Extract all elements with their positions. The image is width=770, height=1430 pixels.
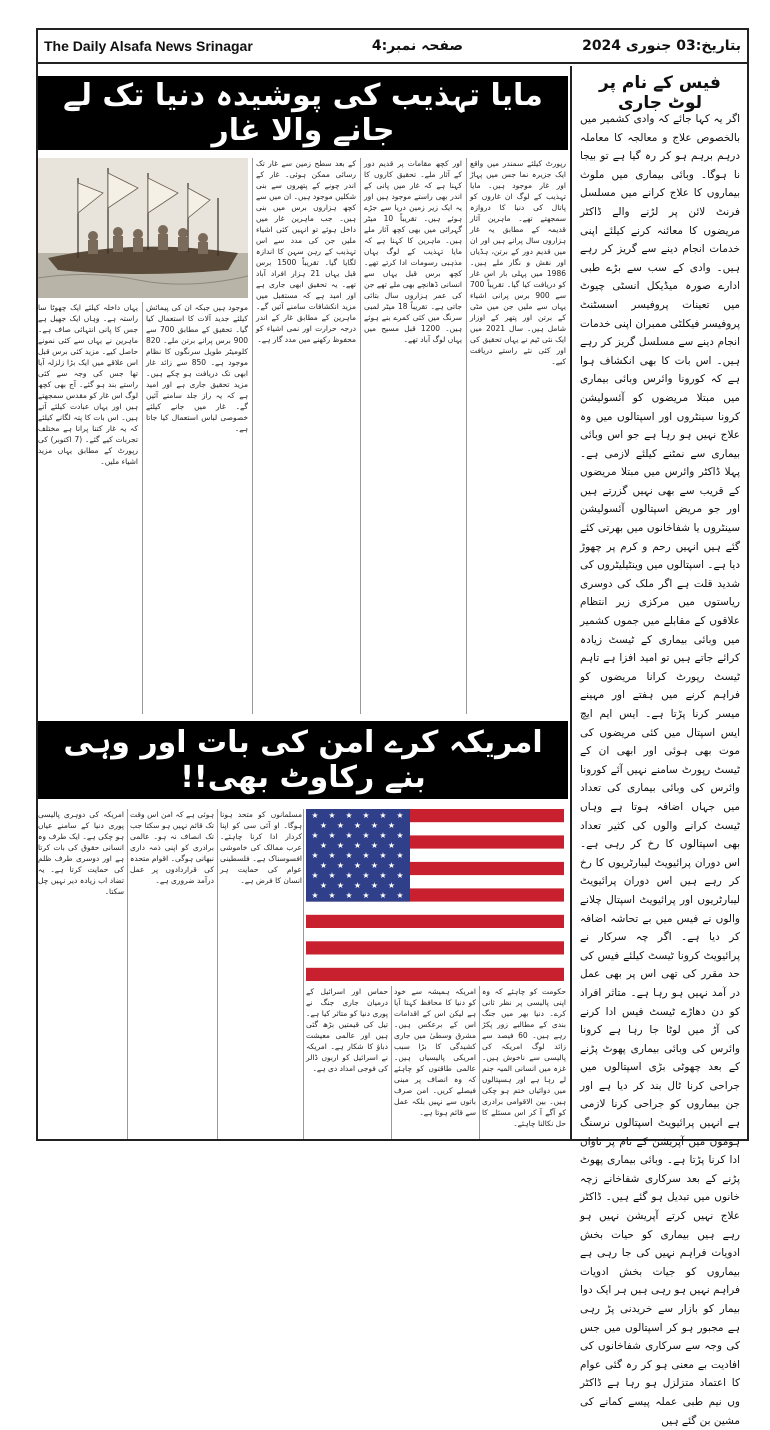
- paper-name: The Daily Alsafa News Srinagar: [44, 38, 253, 54]
- flag-star: ★: [370, 841, 379, 850]
- flag-star: ★: [319, 881, 328, 890]
- flag-star: ★: [379, 871, 387, 880]
- flag-star: ★: [370, 881, 379, 890]
- issue-date: بتاریخ:03 جنوری 2024: [582, 38, 741, 54]
- flag-star: ★: [345, 851, 353, 860]
- flag-star: ★: [311, 891, 319, 900]
- sidebar-column: [570, 66, 747, 1427]
- bottom-article-col-7: امریکہ کی دوہری پالیسی پوری دنیا کے سامنے عیاں ہو چکی ہے۔ ایک طرف وہ انسانی حقوق کی بات کرتا ہے اور دوسری طرف ظلم کی حمایت کرتا ہے۔ یہ تضاد اب زیادہ دیر نہیں چل سکتا۔: [38, 810, 124, 896]
- flag-star: ★: [379, 851, 387, 860]
- flag-star: ★: [396, 851, 404, 860]
- sidebar-title: فیس کے نام پر لوٹ جاری: [599, 73, 721, 113]
- flag-star: ★: [328, 871, 336, 880]
- flag-star: ★: [311, 811, 319, 820]
- bottom-article-col-6: ہوئی ہے کہ امن اس وقت تک قائم نہیں ہو سکتا جب تک انصاف نہ ہو۔ عالمی برادری کو اپنی ذمہ داری نبھانی ہوگی۔ اقوام متحدہ کی قراردادوں پر عمل درآمد ضروری ہے۔: [130, 810, 214, 885]
- bottom-article-col-5: مسلمانوں کو متحد ہونا ہوگا۔ او آئی سی کو اپنا کردار ادا کرنا چاہئے۔ عرب ممالک کی خاموشی افسوسناک ہے۔ فلسطینی عوام کی حمایت ہر انسان کا فرض ہے۔: [220, 810, 302, 885]
- flag-star: ★: [345, 871, 353, 880]
- flag-star: ★: [362, 891, 370, 900]
- top-article-col-2: اور کچھ مقامات پر قدیم دور کے آثار ملے۔ تحقیق کاروں کا کہنا ہے کہ غار میں پانی کے اندر بھی راستے موجود ہیں اور یہ ایک زیر زمین دریا سے جڑے ہوئے ہیں۔ تقریباً 10 میٹر گہرائی میں بھی کچھ آثار ملے ہیں۔ ماہرین کا کہنا ہے کہ مایا تہذیب کے لوگ یہاں مذہبی رسومات ادا کرتے تھے۔ کچھ برس قبل یہاں سے انسانی ڈھانچے بھی ملے تھے جن کی عمر ہزاروں سال بتائی جاتی ہے۔ تقریباً 18 میٹر لمبی سرنگ میں کئی کمرے بنے ہوئے ہیں۔ 1200 قبل مسیح میں یہاں لوگ آباد تھے۔: [364, 159, 462, 344]
- top-article-col-1: رپورٹ کیلئے سمندر میں واقع ایک جزیرہ نما جس میں پہاڑ اور غار موجود ہیں۔ مایا تہذیب کے لوگ ان غاروں کو پاتال کی دنیا کا دروازہ سمجھتے تھے۔ ماہرین آثار قدیمہ کے مطابق یہ غار ہزاروں سال پرانے ہیں اور ان میں قدیم دور کے برتن، ہڈیاں اور نقش و نگار ملے ہیں۔ 1986 میں پہلی بار اس غار کو دریافت کیا گیا۔ تقریباً 700 سے 900 برس پرانی اشیاء یہاں سے ملیں جن میں مٹی کے برتن اور پتھر کے اوزار شامل ہیں۔ سال 2021 میں ایک نئی ٹیم نے یہاں تحقیق کی اور کئی نئے راستے دریافت کیے۔: [470, 159, 567, 366]
- flag-star: ★: [387, 841, 396, 850]
- flag-star: ★: [319, 821, 328, 830]
- newspaper-page: [36, 28, 749, 1427]
- flag-star: ★: [328, 891, 336, 900]
- flag-star: ★: [353, 881, 362, 890]
- flag-star: ★: [387, 861, 396, 870]
- flag-star: ★: [396, 891, 404, 900]
- top-headline: مایا تہذیب کی پوشیدہ دنیا تک لے جانے والا غار: [38, 76, 568, 150]
- bottom-headline: امریکہ کرے امن کی بات اور وہی بنے رکاوٹ بھی!!: [38, 721, 568, 799]
- flag-star: ★: [353, 821, 362, 830]
- flag-star: ★: [336, 821, 345, 830]
- flag-star: ★: [336, 841, 345, 850]
- flag-star: ★: [311, 851, 319, 860]
- flag-star: ★: [311, 871, 319, 880]
- flag-star: ★: [370, 821, 379, 830]
- flag-star: ★: [362, 851, 370, 860]
- flag-star: ★: [379, 811, 387, 820]
- flag-star: ★: [396, 871, 404, 880]
- flag-star: ★: [345, 891, 353, 900]
- ship-illustration: [38, 158, 248, 298]
- flag-star: ★: [370, 861, 379, 870]
- flag-star: ★: [362, 831, 370, 840]
- flag-star: ★: [396, 831, 404, 840]
- flag-star: ★: [328, 811, 336, 820]
- flag-star: ★: [387, 881, 396, 890]
- flag-star: ★: [319, 841, 328, 850]
- flag-star: ★: [328, 851, 336, 860]
- page-header: [38, 30, 747, 64]
- flag-star: ★: [362, 811, 370, 820]
- bottom-article-col-2: حکومت کو چاہئے کہ وہ اپنی پالیسی پر نظر ثانی کرے۔ دنیا بھر میں جنگ بندی کے مطالبے زور پکڑ رہے ہیں۔ 60 فیصد سے زائد لوگ امریکہ کی پالیسی سے ناخوش ہیں۔ غزہ میں انسانی المیہ جنم لے رہا ہے اور ہسپتالوں میں دوائیاں ختم ہو چکی ہیں۔ بین الاقوامی برادری کو آگے آ کر اس مسئلے کا حل نکالنا چاہئے۔: [482, 987, 566, 1128]
- bottom-article-col-4: حماس اور اسرائیل کے درمیان جاری جنگ نے پوری دنیا کو متاثر کیا ہے۔ تیل کی قیمتیں بڑھ گئی ہیں اور عالمی معیشت دباؤ کا شکار ہے۔ امریکہ نے اسرائیل کو اربوں ڈالر کی فوجی امداد دی ہے۔: [306, 987, 388, 1073]
- flag-star: ★: [396, 811, 404, 820]
- flag-star: ★: [336, 861, 345, 870]
- us-flag-image: [306, 809, 564, 981]
- flag-star: ★: [379, 831, 387, 840]
- page-number: صفحہ نمبر:4: [371, 38, 464, 54]
- flag-star: ★: [353, 841, 362, 850]
- top-article-col-5: یہاں داخلہ کیلئے ایک چھوٹا سا راستہ ہے۔ وہاں ایک جھیل ہے جس کا پانی انتہائی صاف ہے۔ ماہرین نے یہاں سے کئی نمونے حاصل کیے۔ مزید کئی برس قبل اس علاقے میں ایک بڑا زلزلہ آیا تھا جس کی وجہ سے کئی راستے بند ہو گئے۔ آج بھی کچھ لوگ اس غار کو مقدس سمجھتے ہیں اور یہاں عبادت کیلئے آتے ہیں۔ اس بات کا پتہ لگانے کیلئے کہ یہ غار کتنا پرانا ہے مختلف تجربات کیے گئے۔ (7 اکتوبر) کی رپورٹ کے مطابق یہاں مزید اشیاء ملیں۔: [38, 303, 138, 466]
- flag-star: ★: [311, 831, 319, 840]
- flag-star: ★: [328, 831, 336, 840]
- top-article-col-4: موجود ہیں جبکہ ان کی پیمائش کیلئے جدید آلات کا استعمال کیا گیا۔ تحقیق کے مطابق 700 سے 900 برس پرانے برتن ملے۔ 820 کلومیٹر طویل سرنگوں کا نظام موجود ہے۔ 850 سے زائد غار ابھی تک دریافت ہو چکے ہیں۔ مزید تحقیق جاری ہے اور امید ہے کہ یہ راز جلد سامنے آئیں گے۔ غار میں جانے کیلئے خصوصی لباس استعمال کیا جاتا ہے۔: [146, 303, 249, 433]
- bottom-article-col-3: امریکہ ہمیشہ سے خود کو دنیا کا محافظ کہتا آیا ہے لیکن اس کے اقدامات اس کے برعکس ہیں۔ مشرق وسطیٰ میں جاری کشیدگی کا بڑا سبب امریکی پالیسیاں ہیں۔ عالمی طاقتوں کو چاہئے کہ وہ انصاف پر مبنی فیصلے کریں۔ امن صرف باتوں سے نہیں بلکہ عمل سے قائم ہوتا ہے۔: [394, 987, 476, 1117]
- flag-star: ★: [319, 861, 328, 870]
- flag-star: ★: [336, 881, 345, 890]
- flag-star: ★: [345, 831, 353, 840]
- main-area: [38, 66, 568, 1141]
- flag-star: ★: [353, 861, 362, 870]
- sidebar-body: اگر یہ کہا جائے کہ وادی کشمیر میں بالخصوص علاج و معالجہ کا معاملہ درہم برہم ہو کر رہ گیا ہے تو بیجا نا ہوگا۔ وبائی بیماری میں ملوث بیماروں کا علاج کرانے میں مسلسل فرنٹ لائن پر لڑنے والے ڈاکٹر مریضوں کا معائنہ کرنے کیلئے اپنی خدمات انجام دینے سے گریز کر رہے ہیں۔ وادی کے سب سے بڑے طبی ادارے صورہ میڈیکل انسٹی چیوٹ میں تعینات پروفیسر اسسٹنٹ پروفیسر فیکلٹی ممبران اپنی خدمات انجام دینے سے مسلسل گریز کر رہے ہیں۔ اس بات کا بھی انکشاف ہوا ہے کہ کورونا وائرس وبائی بیماری میں مبتلا مریضوں کو آئسولیشن کرونا سینٹروں اور اسپتالوں میں وہ علاج نہیں ہو رہا ہے جو اس وبائی بیماری سے نمٹنے کیلئے لازمی ہے۔ پہلا ڈاکٹر وائرس میں مبتلا مریضوں کے قریب سے بھی نہیں گزرتے ہیں اور جو مریض اسپتالوں آئسولیشن سینٹروں یا شفاخانوں میں بھرتی کئے گئے ہیں انہیں رحم و کرم پر چھوڑ دیا ہے۔ اسپتالوں میں وینٹیلیٹروں کی شدید قلت ہے اگر ملک کی دوسری ریاستوں میں مرکزی زیر انتظام علاقوں کے مقابلے میں جموں کشمیر میں وبائی بیماری کے ٹیسٹ زیادہ کرائے جاتے ہیں تو امید افزا ہے تاہم ٹیسٹ رپورٹ کرانا مریضوں کو فراہم کرنے میں ہفتے اور مہینے میسر کرنا پڑتا ہے۔ ایس ایم ایچ ایس اسپتال میں کئی مریضوں کی موت بھی ہوئی اور ابھی ان کے ٹیسٹ رپورٹ سامنے نہیں آئے کورونا وائرس کی وبائی بیماری کی تعداد میں جہاں اضافہ ہوتا ہے وہاں ٹیسٹ کرانے والوں کی کثیر تعداد بھی اسپتالوں کا رخ کر رہی ہے۔ اس دوران پرائیویٹ لیبارٹریوں کا رخ کر رہے ہیں اس دوران پرائیویٹ لیبارٹریوں اور پرائیویٹ اسپتال چلانے والوں نے فیس میں بے تحاشہ اضافہ کر دیا ہے۔ اگر چہ سرکار نے پرائیویٹ کرونا ٹیسٹ کیلئے فیس کی حد مقرر کی تھی اس پر بھی عمل در آمد نہیں ہو رہا ہے۔ متاثر افراد کو دن دھاڑے ٹیسٹ فیس ادا کرنے کی آڑ میں لوٹا جا رہا ہے کرونا وائرس کی وبائی بیماری پھوٹ پڑنے کے بعد چھوٹی بڑی اسپتالوں میں جراحی کرنا ٹال بند کر دیا ہے اور جن بیماروں کو جراحی کرنا لازمی ہے انہیں پرائیویٹ اسپتالوں نرسنگ ہوموں میں آپریشن کے نام پر تاوان ادا کرنا پڑتا ہے۔ وبائی بیماری پھوٹ پڑنے کے بعد سرکاری شفاخانے زچہ خانوں میں تبدیل ہو گئے ہیں۔ ڈاکٹر علاج نہیں کرتے آپریشن نہیں ہو رہے ہیں بیماری کو حیات بخش ادویات فراہم نہیں کی جا رہی ہے بیماروں کو جیات بخش ادویات فراہم نہیں ہو رہی ہیں ہر ایک دوا بیمار کو بازار سے خریدنی پڑ رہی ہے مجبور ہو کر اسپتالوں میں جس کی وجہ سے سرکاری شفاخانوں کی افادیت بے معنی ہو کر رہ گئی عوام کا اعتماد متزلزل ہو رہا ہے ڈاکٹر وں نیم طبی عملہ پیسے کمانے کی مشین بن گئے ہیں: [580, 113, 740, 1427]
- flag-star: ★: [345, 811, 353, 820]
- flag-star: ★: [362, 871, 370, 880]
- flag-star: ★: [387, 821, 396, 830]
- flag-star: ★: [379, 891, 387, 900]
- top-article-col-3: کے بعد سطح زمین سے غار تک رسائی ممکن ہوئی۔ غار کے اندر چونے کے پتھروں سے بنی شکلیں موجود ہیں۔ ان میں سے کچھ ہزاروں برس میں بنی ہیں۔ جب ماہرین غار میں داخل ہوئے تو انہیں کئی اشیاء ملیں جن کی مدد سے اس تہذیب کے رہن سہن کا اندازہ لگایا گیا۔ تقریباً 1500 برس قبل یہاں 21 ہزار افراد آباد تھے۔ یہ تحقیق ابھی جاری ہے اور امید ہے کہ مستقبل میں مزید انکشافات سامنے آئیں گے۔ ماہرین کے مطابق غار کے اندر درجہ حرارت اور نمی اشیاء کو محفوظ رکھنے میں مدد گار ہے۔: [256, 159, 357, 344]
